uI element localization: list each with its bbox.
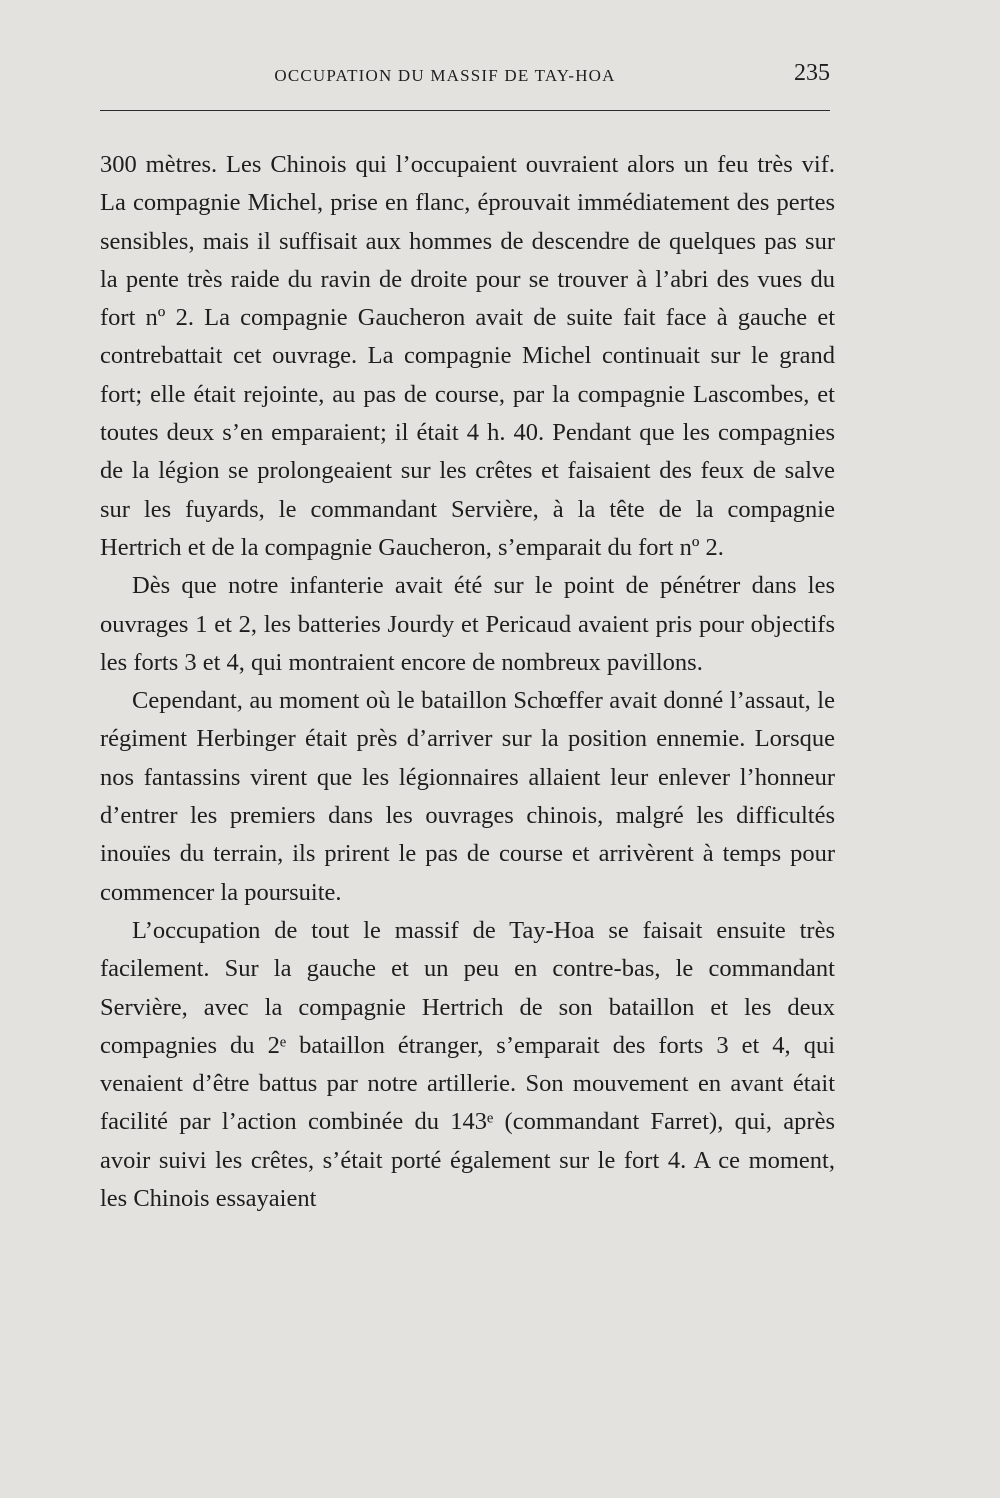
running-title: OCCUPATION DU MASSIF DE TAY-HOA (274, 66, 616, 85)
page-number: 235 (794, 60, 830, 86)
header-rule (100, 110, 830, 111)
running-head (100, 60, 830, 100)
paragraph-1: 300 mètres. Les Chinois qui l’occupaient ouvraient alors un feu très vif. La compagnie Michel, prise en flanc, éprouvait immédiatement des pertes sensibles, mais il suffisait aux hommes de descendre de quelques pas sur la pente très raide du ravin de droite pour se trouver à l’abri des vues du fort nº 2. La compagnie Gaucheron avait de suite fait face à gauche et contrebattait cet ouvrage. La compagnie Michel continuait sur le grand fort; elle était rejointe, au pas de course, par la compagnie Lascombes, et toutes deux s’en emparaient; il était 4 h. 40. Pendant que les compagnies de la légion se prolongeaient sur les crêtes et faisaient des feux de salve sur les fuyards, le commandant Servière, à la tête de la compagnie Hertrich et de la compagnie Gaucheron, s’emparait du fort nº 2. (100, 151, 835, 561)
paragraph-2: Dès que notre infanterie avait été sur le point de pénétrer dans les ouvrages 1 et 2, les batteries Jourdy et Pericaud avaient pris pour objectifs les forts 3 et 4, qui montraient encore de nombreux pavillons. (100, 572, 835, 676)
body-text (100, 146, 835, 1218)
paragraph-4: L’occupation de tout le massif de Tay-Hoa se faisait ensuite très facilement. Sur la gauche et un peu en contre-bas, le commandant Servière, avec la compagnie Hertrich de son bataillon et les deux compagnies du 2ᵉ bataillon étranger, s’emparait des forts 3 et 4, qui venaient d’être battus par notre artillerie. Son mouvement en avant était facilité par l’action combinée du 143ᵉ (commandant Farret), qui, après avoir suivi les crêtes, s’était porté également sur le fort 4. A ce moment, les Chinois essayaient (100, 916, 835, 1213)
paragraph-3: Cependant, au moment où le bataillon Schœffer avait donné l’assaut, le régiment Herbinger était près d’arriver sur la position ennemie. Lorsque nos fantassins virent que les légionnaires allaient leur enlever l’honneur d’entrer les premiers dans les ouvrages chinois, malgré les difficultés inouïes du terrain, ils prirent le pas de course et arrivèrent à temps pour commencer la poursuite. (100, 687, 835, 906)
